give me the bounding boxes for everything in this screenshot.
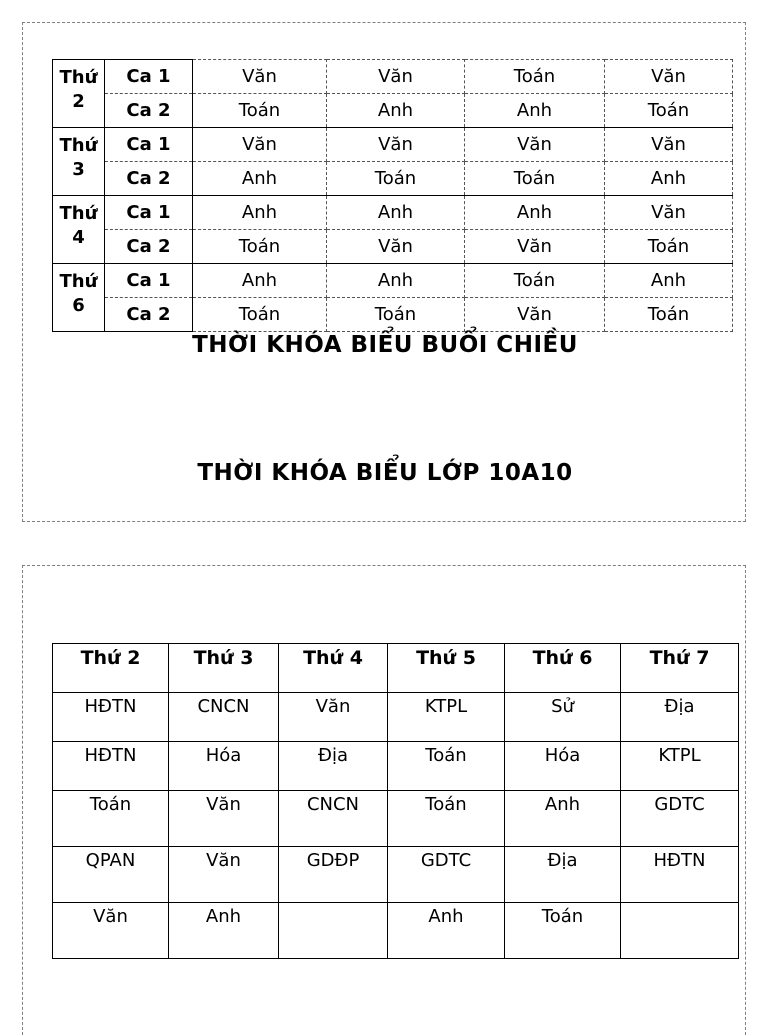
table-cell: Toán bbox=[193, 298, 327, 332]
table-row bbox=[53, 693, 739, 742]
table-cell: Toán bbox=[605, 230, 733, 264]
table-cell: Anh bbox=[327, 196, 465, 230]
shift-label: Ca 2 bbox=[105, 298, 193, 332]
table-row bbox=[53, 742, 739, 791]
table-cell: Toán bbox=[465, 60, 605, 94]
table-cell: Văn bbox=[169, 847, 279, 903]
table-cell: Toán bbox=[465, 264, 605, 298]
table-cell: Văn bbox=[169, 791, 279, 847]
shift-label: Ca 1 bbox=[105, 196, 193, 230]
table-cell: Văn bbox=[465, 298, 605, 332]
day-label: Thứ 6 bbox=[53, 264, 105, 332]
table-cell: KTPL bbox=[621, 742, 739, 791]
table-cell: Toán bbox=[53, 791, 169, 847]
table-cell: Anh bbox=[605, 264, 733, 298]
table-cell: Toán bbox=[327, 162, 465, 196]
shift-label: Ca 2 bbox=[105, 94, 193, 128]
shift-label: Ca 2 bbox=[105, 230, 193, 264]
table-cell: Văn bbox=[53, 903, 169, 959]
page-1 bbox=[22, 22, 746, 522]
table-cell: HĐTN bbox=[53, 693, 169, 742]
table-cell: Văn bbox=[193, 128, 327, 162]
table-cell: Anh bbox=[605, 162, 733, 196]
table-cell: Văn bbox=[193, 60, 327, 94]
table-cell: Sử bbox=[505, 693, 621, 742]
shift-label: Ca 1 bbox=[105, 264, 193, 298]
table-cell: HĐTN bbox=[53, 742, 169, 791]
table-cell: Địa bbox=[621, 693, 739, 742]
day-label: Thứ 3 bbox=[53, 128, 105, 196]
table-cell: Toán bbox=[605, 94, 733, 128]
table-cell: Toán bbox=[505, 903, 621, 959]
table-cell: CNCN bbox=[169, 693, 279, 742]
table-cell: Hóa bbox=[505, 742, 621, 791]
column-header: Thứ 3 bbox=[169, 644, 279, 693]
afternoon-title: THỜI KHÓA BIỂU BUỔI CHIỀU bbox=[192, 332, 578, 358]
table-cell: Văn bbox=[605, 128, 733, 162]
table-cell: Văn bbox=[605, 60, 733, 94]
page-2 bbox=[22, 565, 746, 1035]
table-cell: Anh bbox=[193, 162, 327, 196]
shift-label: Ca 1 bbox=[105, 60, 193, 94]
table-cell: Toán bbox=[388, 742, 505, 791]
table-cell: GDTC bbox=[388, 847, 505, 903]
class-timetable bbox=[52, 643, 739, 959]
column-header: Thứ 7 bbox=[621, 644, 739, 693]
class-title: THỜI KHÓA BIỂU LỚP 10A10 bbox=[197, 460, 573, 486]
table-cell: Anh bbox=[193, 264, 327, 298]
table-row bbox=[53, 162, 733, 196]
table-cell: Anh bbox=[465, 94, 605, 128]
table-cell: Toán bbox=[465, 162, 605, 196]
table-row bbox=[53, 230, 733, 264]
table-cell: Văn bbox=[327, 230, 465, 264]
table-cell: KTPL bbox=[388, 693, 505, 742]
column-header: Thứ 6 bbox=[505, 644, 621, 693]
afternoon-timetable bbox=[52, 59, 733, 332]
table-row bbox=[53, 264, 733, 298]
table-cell: Anh bbox=[327, 94, 465, 128]
table-cell: Văn bbox=[327, 128, 465, 162]
column-header: Thứ 2 bbox=[53, 644, 169, 693]
table-cell: Anh bbox=[193, 196, 327, 230]
table-cell: Văn bbox=[279, 693, 388, 742]
shift-label: Ca 2 bbox=[105, 162, 193, 196]
table-cell: CNCN bbox=[279, 791, 388, 847]
table-cell: Toán bbox=[327, 298, 465, 332]
table-cell: Văn bbox=[605, 196, 733, 230]
table-cell: Văn bbox=[465, 230, 605, 264]
table-row bbox=[53, 298, 733, 332]
table-row bbox=[53, 60, 733, 94]
day-label: Thứ 2 bbox=[53, 60, 105, 128]
table-cell: QPAN bbox=[53, 847, 169, 903]
table-cell: Toán bbox=[193, 94, 327, 128]
table-cell: Toán bbox=[388, 791, 505, 847]
table-row bbox=[53, 94, 733, 128]
table-row bbox=[53, 791, 739, 847]
table-cell: GDĐP bbox=[279, 847, 388, 903]
table-row bbox=[53, 196, 733, 230]
table-cell bbox=[279, 903, 388, 959]
table-cell: Anh bbox=[505, 791, 621, 847]
table-cell: Anh bbox=[169, 903, 279, 959]
table-cell bbox=[621, 903, 739, 959]
table-cell: Anh bbox=[465, 196, 605, 230]
table-cell: Địa bbox=[505, 847, 621, 903]
table-cell: Văn bbox=[327, 60, 465, 94]
table-row bbox=[53, 903, 739, 959]
day-label: Thứ 4 bbox=[53, 196, 105, 264]
column-header: Thứ 4 bbox=[279, 644, 388, 693]
table-cell: Văn bbox=[465, 128, 605, 162]
table-cell: Hóa bbox=[169, 742, 279, 791]
table-cell: Toán bbox=[605, 298, 733, 332]
table-cell: Anh bbox=[327, 264, 465, 298]
table-cell: Địa bbox=[279, 742, 388, 791]
table-cell: Toán bbox=[193, 230, 327, 264]
table-cell: GDTC bbox=[621, 791, 739, 847]
column-header: Thứ 5 bbox=[388, 644, 505, 693]
header-row bbox=[53, 644, 739, 693]
table-row bbox=[53, 847, 739, 903]
table-cell: Anh bbox=[388, 903, 505, 959]
shift-label: Ca 1 bbox=[105, 128, 193, 162]
table-row bbox=[53, 128, 733, 162]
table-cell: HĐTN bbox=[621, 847, 739, 903]
